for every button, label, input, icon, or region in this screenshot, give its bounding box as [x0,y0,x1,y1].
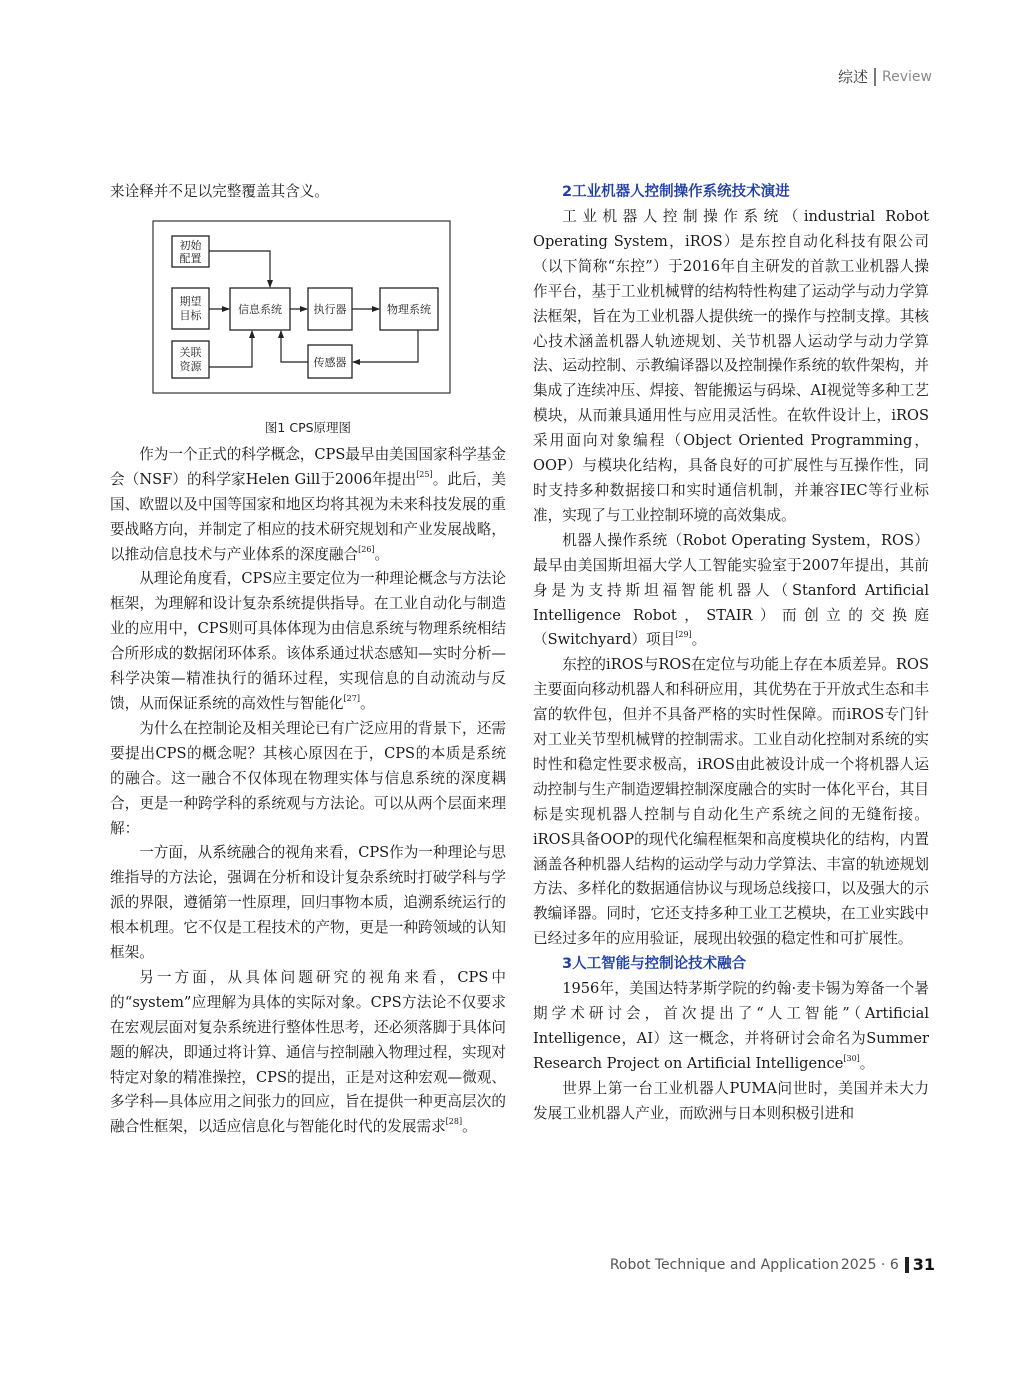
edge-resources-to-info [209,331,252,367]
paragraph: 机器人操作系统（Robot Operating System，ROS）最早由美国斯坦福大学人工智能实验室于2007年提出，其前身是为支持斯坦福智能机器人（Stanford Artificial Intelligence Robot，STAIR）而创立的交换庭（Switchyard）项目[29]。 [533,531,929,649]
paragraph: 另一方面，从具体问题研究的视角来看，CPS中的“system”应理解为具体的实际对象。CPS方法论不仅要求在宏观层面对复杂系统进行整体性思考，还必须落脚于具体问题的解决，即通过将计算、通信与控制融入物理过程，实现对特定对象的精准操控，CPS的提出，正是对这种宏观—微观、多学科—具体应用之间张力的回应，旨在提供一种更高层次的融合性框架，以适应信息化与智能化时代的发展需求[28]。 [110,968,506,1136]
paragraph: 从理论角度看，CPS应主要定位为一种理论概念与方法论框架，为理解和设计复杂系统提供指导。在工业自动化与制造业的应用中，CPS则可具体体现为由信息系统与物理系统相结合所形成的数据闭环体系。该体系通过状态感知—实时分析—科学决策—精准执行的循环过程，实现信息的自动流动与反馈，从而保证系统的高效性与智能化[27]。 [110,570,506,712]
section-heading-3: 3人工智能与控制论技术融合 [562,956,747,973]
node-info-system-label: 信息系统 [238,302,282,316]
paragraph: 一方面，从系统融合的视角来看，CPS作为一种理论与思维指导的方法论，强调在分析和设计复杂系统时打破学科与学派的界限，遵循第一性原理，回归事物本质，追溯系统运行的根本机理。它不仅是工程技术的产物，更是一种跨领域的认知框架。 [110,844,506,962]
node-initial-config-l1: 初始 [179,238,202,252]
node-related-resources-l2: 资源 [179,359,202,373]
node-sensor-label: 传感器 [313,355,347,369]
page-number: 31 [912,1255,935,1274]
node-physical-system-label: 物理系统 [387,302,431,316]
left-column [110,180,506,1140]
node-desired-goal-l2: 目标 [179,308,202,322]
paragraph: 工业机器人控制操作系统（industrial Robot Operating System，iROS）是东控自动化科技有限公司（以下简称“东控”）于2016年自主研发的首款工业机器人操作平台，基于工业机械臂的结构特性构建了运动学与动力学算法框架，旨在为工业机器人提供统一的操作与控制支撑。其核心技术涵盖机器人轨迹规划、关节机器人运动学与动力学算法、运动控制、示教编译器以及控制操作系统的软件架构，并集成了连续冲压、焊接、智能搬运与码垛、AI视觉等多种工艺模块，从而兼具通用性与应用灵活性。在软件设计上，iROS采用面向对象编程（Object Oriented Programming，OOP）与模块化结构，具备良好的可扩展性与互操作性，同时支持多种数据接口和实时通信机制，并兼容IEC等行业标准，实现了与工业控制环境的高效集成。 [533,208,929,524]
page-number-bar [905,1257,909,1273]
edge-sensor-to-info [281,331,308,362]
header-divider [874,68,876,86]
section-label-en: Review [882,68,932,85]
paragraph: 世界上第一台工业机器人PUMA问世时，美国并未大力发展工业机器人产业，而欧洲与日本则积极引进和 [533,1079,929,1122]
edge-config-to-info [209,251,270,287]
figure-cps [110,205,506,437]
right-column [533,180,929,1127]
section-label-zh: 综述 [838,68,869,86]
edge-physical-to-sensor [353,330,418,362]
node-actuator-label: 执行器 [313,302,347,316]
paragraph: 为什么在控制论及相关理论已有广泛应用的背景下，还需要提出CPS的概念呢？其核心原因在于，CPS的本质是系统的融合。这一融合不仅体现在物理实体与信息系统的深度耦合，更是一种跨学科的系统观与方法论。可以从两个层面来理解： [110,719,506,837]
figure-caption: 图1 CPS原理图 [264,419,352,435]
journal-issue: 2025 · 6 [840,1256,899,1273]
section-heading-2: 2工业机器人控制操作系统技术演进 [562,184,790,200]
cps-diagram [110,205,506,417]
node-initial-config-l2: 配置 [179,251,202,265]
paragraph: 东控的iROS与ROS在定位与功能上存在本质差异。ROS主要面向移动机器人和科研应用，其优势在于开放式生态和丰富的软件包，但并不具备严格的实时性保障。而iROS专门针对工业关节型机械臂的控制需求。工业自动化控制对系统的实时性和稳定性要求极高，iROS由此被设计成一个将机器人运动控制与生产制造逻辑控制深度融合的实时一体化平台，其目标是实现机器人控制与自动化生产系统之间的无缝衔接。iROS具备OOP的现代化编程框架和高度模块化的结构，内置涵盖各种机器人结构的运动学与动力学算法、丰富的轨迹规划方法、多样化的数据通信协议与现场总线接口，以及强大的示教编译器。同时，它还支持多种工业工艺模块，在工业实践中已经过多年的应用验证，展现出较强的稳定性和可扩展性。 [533,656,929,948]
paragraph: 1956年，美国达特茅斯学院的约翰·麦卡锡为筹备一个暑期学术研讨会，首次提出了“人工智能”（Artificial Intelligence，AI）这一概念，并将研讨会命名为Summer Research Project on Artificial Intelligence[30]。 [533,980,929,1072]
page-footer [610,1255,935,1274]
intro-line: 来诠释并不足以完整覆盖其含义。 [110,183,329,200]
paragraph: 作为一个正式的科学概念，CPS最早由美国国家科学基金会（NSF）的科学家Helen Gill于2006年提出[25]。此后，美国、欧盟以及中国等国家和地区均将其视为未来科技发展的重要战略方向，并制定了相应的技术研究规划和产业发展战略，以推动信息技术与产业体系的深度融合[26]。 [110,445,506,563]
node-desired-goal-l1: 期望 [179,294,202,308]
journal-name: Robot Technique and Application [609,1256,839,1273]
node-related-resources-l1: 关联 [179,345,202,359]
running-header [838,66,932,87]
